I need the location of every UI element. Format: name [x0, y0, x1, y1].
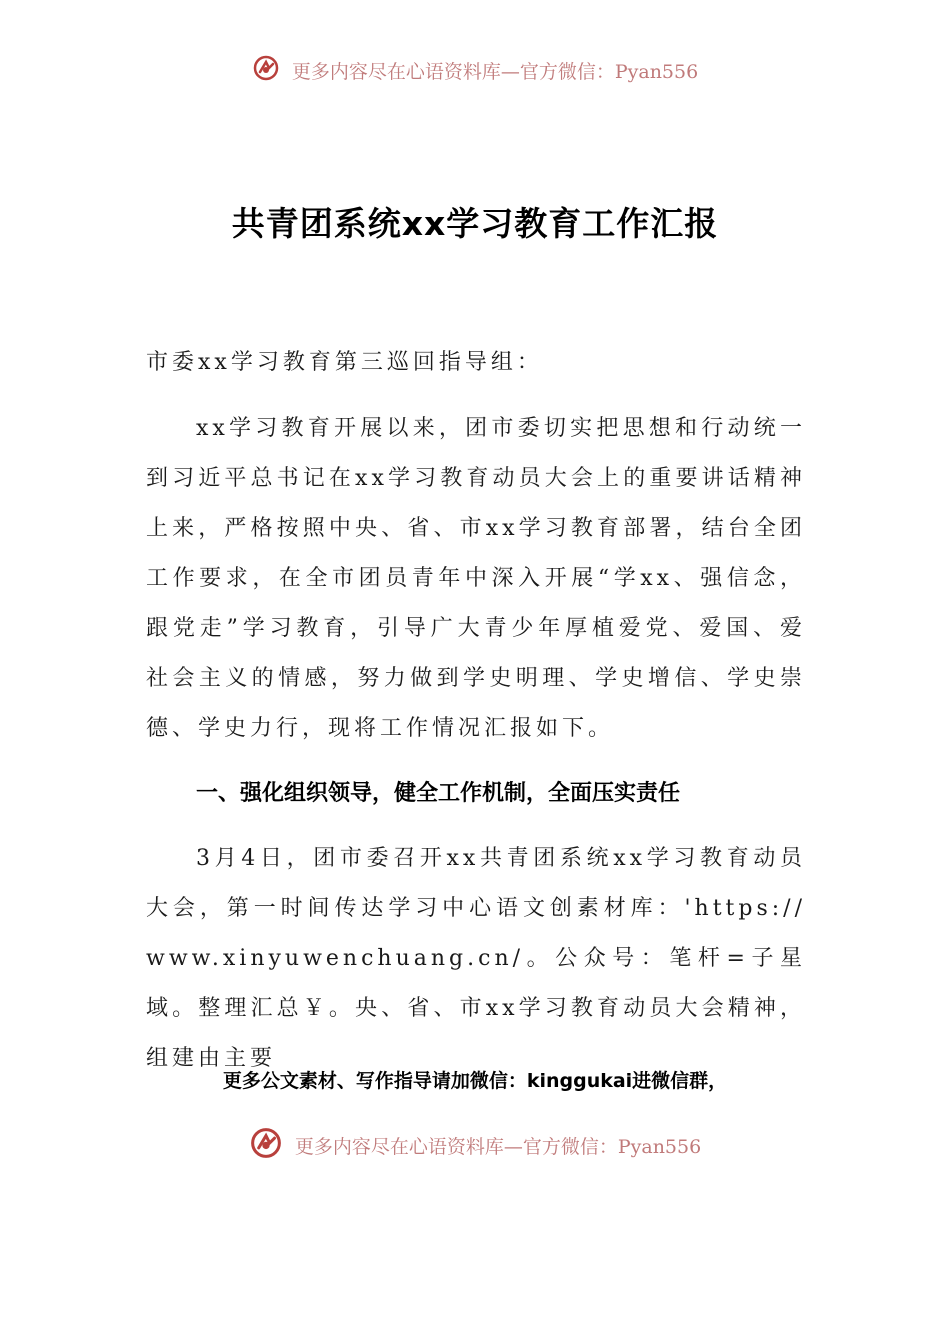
footer-watermark-text: 更多内容尽在心语资料库—官方微信：Pyan556 — [294, 1136, 702, 1158]
section-heading-1: 一、强化组织领导，健全工作机制，全面压实责任 — [196, 781, 681, 806]
salutation: 市委xx学习教育第三巡回指导组： — [146, 350, 543, 375]
watermark-logo-icon — [252, 54, 280, 87]
document-title: 共青团系统xx学习教育工作汇报 — [231, 204, 719, 243]
intro-paragraph: xx学习教育开展以来，团市委切实把思想和行动统一到习近平总书记在xx学习教育动员大会上的重要讲话精神上来，严格按照中央、省、市xx学习教育部署，结台全团工作要求，在全市团员青年中深入开展“学xx、强信念，跟党走”学习教育，引导广大青少年厚植爱党、爱国、爱社会主义的情感，努力做到学史明理、学史增信、学史崇德、学史力行，现将工作情况汇报如下。 — [146, 416, 806, 741]
footer-contact-note: 更多公文素材、写作指导请加微信：kinggukai进微信群， — [222, 1070, 728, 1092]
section1-paragraph: 3月4日，团市委召开xx共青团系统xx学习教育动员大会，第一时间传达学习中心语文创素材库：'https://www.xinyuwenchuang.cn/。公众号：笔杆=子星域。整理汇总￥。央、省、市xx学习教育动员大会精神，组建由主要 — [146, 846, 806, 1071]
header-watermark — [0, 54, 950, 87]
footer-watermark — [0, 1126, 950, 1165]
header-watermark-text: 更多内容尽在心语资料库—官方微信：Pyan556 — [291, 61, 699, 83]
watermark-logo-icon — [249, 1126, 283, 1165]
